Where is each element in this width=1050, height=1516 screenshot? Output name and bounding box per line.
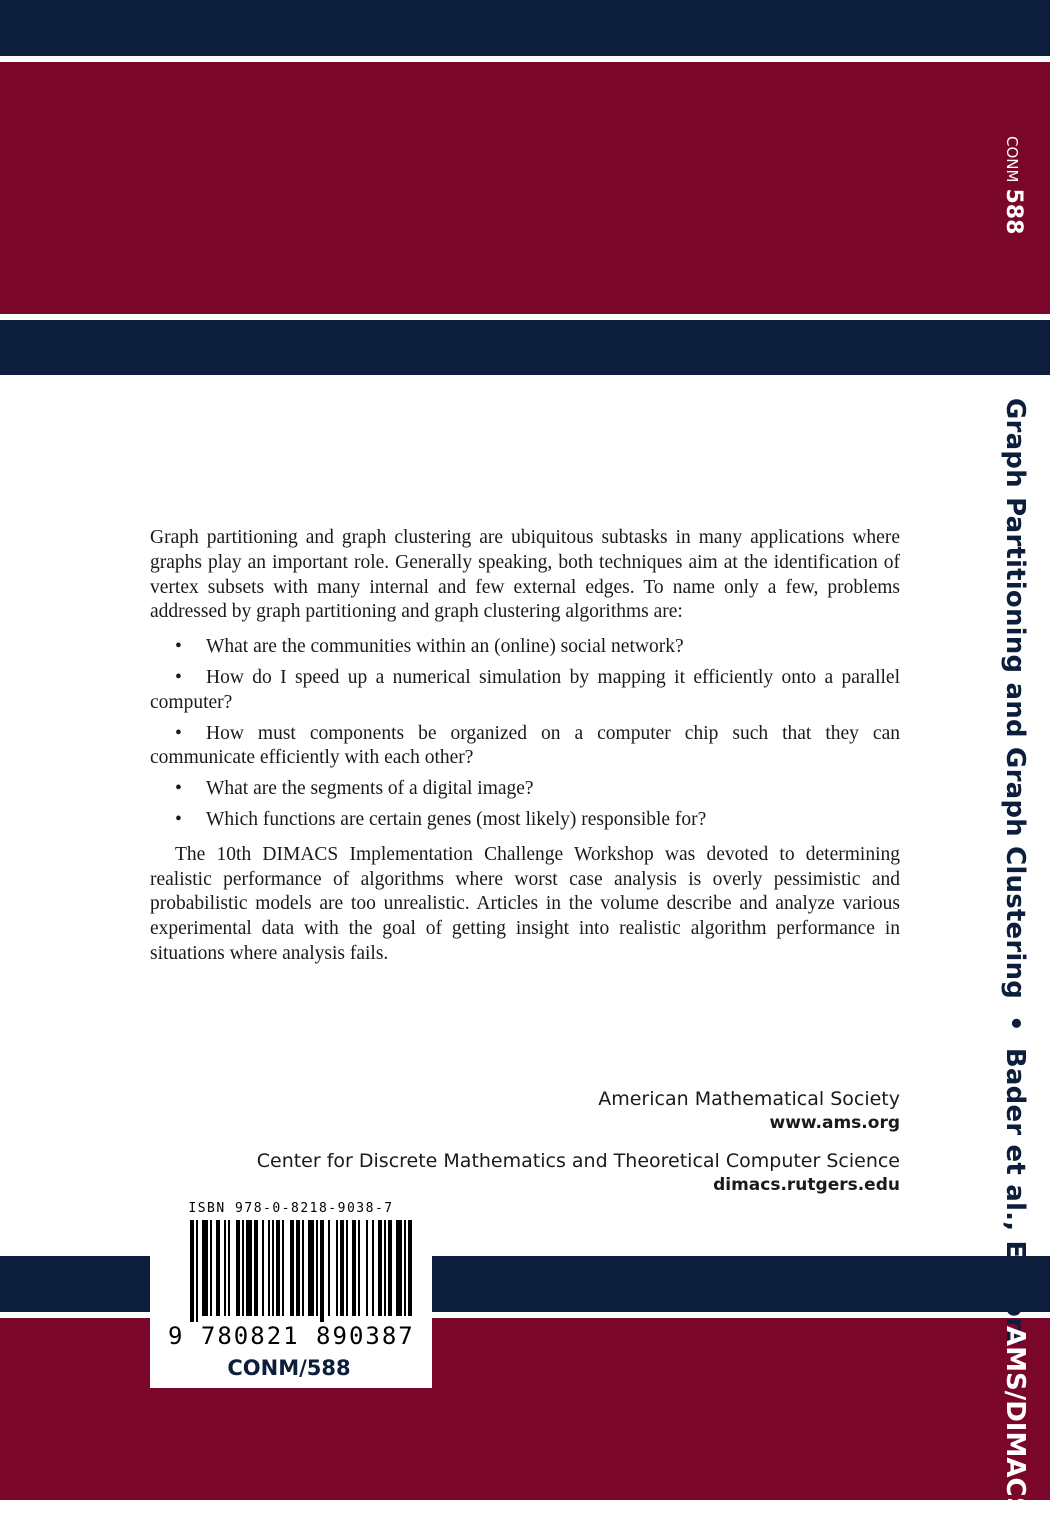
barcode-bar [216,1220,220,1316]
barcode-bar [254,1220,258,1316]
closing-paragraph: The 10th DIMACS Implementation Challenge Workshop was devoted to determining realistic performance of algorithms where worst case analysis is overly pessimistic and probabilistic models are too unrealistic. Articles in the volume describe and analyze various experimental data with the goal of getting insight into realistic algorithm performance in situations where analysis fails. [150,843,900,964]
barcode-bar [196,1220,198,1322]
barcode-bar [372,1220,374,1316]
barcode-bar [236,1220,240,1316]
bullet-icon: • [175,778,182,800]
barcode-bar [190,1220,194,1322]
barcode-bar [352,1220,356,1316]
barcode-bar [404,1220,406,1316]
barcode-bar [384,1220,386,1316]
barcode-icon [150,1220,432,1322]
barcode-bar [224,1220,226,1316]
ean-digits: 9 780821 890387 [168,1322,415,1350]
barcode-bar [328,1220,330,1316]
spine-publisher: AMS/DIMACS [1000,1326,1030,1516]
barcode-bar [316,1220,318,1316]
editors: Bader et al., Editors [1000,1047,1030,1346]
barcode-bar [308,1220,314,1316]
spine-separator: • [1000,1015,1030,1032]
book-title: Graph Partitioning and Graph Clustering [1000,398,1030,1000]
list-item: • What are the communities within an (online) social network? [150,635,900,660]
back-cover-description [150,526,900,967]
barcode-box [150,1198,432,1388]
intro-paragraph: Graph partitioning and graph clustering are ubiquitous subtasks in many applications where graphs play an important role. Generally speaking, both techniques aim at the identification of vertex subsets with many internal and few external edges. To name only a few, problems addressed by graph partitioning and graph clustering algorithms are: [150,527,900,623]
list-item: • Which functions are certain genes (most likely) responsible for? [150,808,900,833]
publisher-url: www.ams.org [769,1113,900,1133]
publisher-name: Center for Discrete Mathematics and Theoretical Computer Science [256,1150,900,1172]
list-item: • How do I speed up a numerical simulation by mapping it efficiently onto a parallel computer? [150,666,900,713]
barcode-bar [262,1220,264,1316]
barcode-bar [358,1220,360,1316]
barcode-bar [282,1220,284,1316]
barcode-bar [378,1220,382,1316]
barcode-bar [320,1220,324,1322]
barcode-bar [388,1220,392,1316]
barcode-bar [246,1220,252,1316]
spine-series-label [1001,136,1026,234]
series-prefix: CONM [1003,136,1021,183]
barcode-bar [210,1220,212,1316]
barcode-bar [272,1220,274,1316]
barcode-bar [290,1220,294,1316]
top-navy-band [0,0,1050,56]
barcode-bar [302,1220,304,1316]
bullet-icon: • [175,722,182,744]
question-list [150,635,900,833]
bullet-icon: • [175,666,182,688]
barcode-bar [276,1220,280,1316]
bullet-icon: • [175,636,182,658]
upper-navy-band [0,320,1050,375]
barcode-bar [202,1220,208,1316]
barcode-bar [346,1220,348,1316]
publisher-block [257,1087,900,1211]
barcode-bar [366,1220,368,1316]
barcode-bar [228,1220,230,1316]
list-item: • What are the segments of a digital image? [150,777,900,802]
bullet-icon: • [175,808,182,830]
barcode-series-code: CONM/588 [227,1356,351,1380]
barcode-bar [296,1220,300,1316]
barcode-bar [408,1220,412,1316]
publisher-name: American Mathematical Society [598,1088,900,1110]
isbn-label: ISBN 978-0-8218-9038-7 [188,1201,394,1216]
top-maroon-band [0,62,1050,314]
spine-title [1000,398,1030,1346]
barcode-bar [396,1220,402,1316]
barcode-bar [268,1220,270,1316]
barcode-bar [336,1220,338,1316]
barcode-bar [340,1220,344,1316]
publisher-url: dimacs.rutgers.edu [713,1175,900,1195]
series-number: 588 [1001,188,1026,235]
barcode-bar [242,1220,244,1316]
list-item: • How must components be organized on a computer chip such that they can communicate efficiently with each other? [150,722,900,769]
